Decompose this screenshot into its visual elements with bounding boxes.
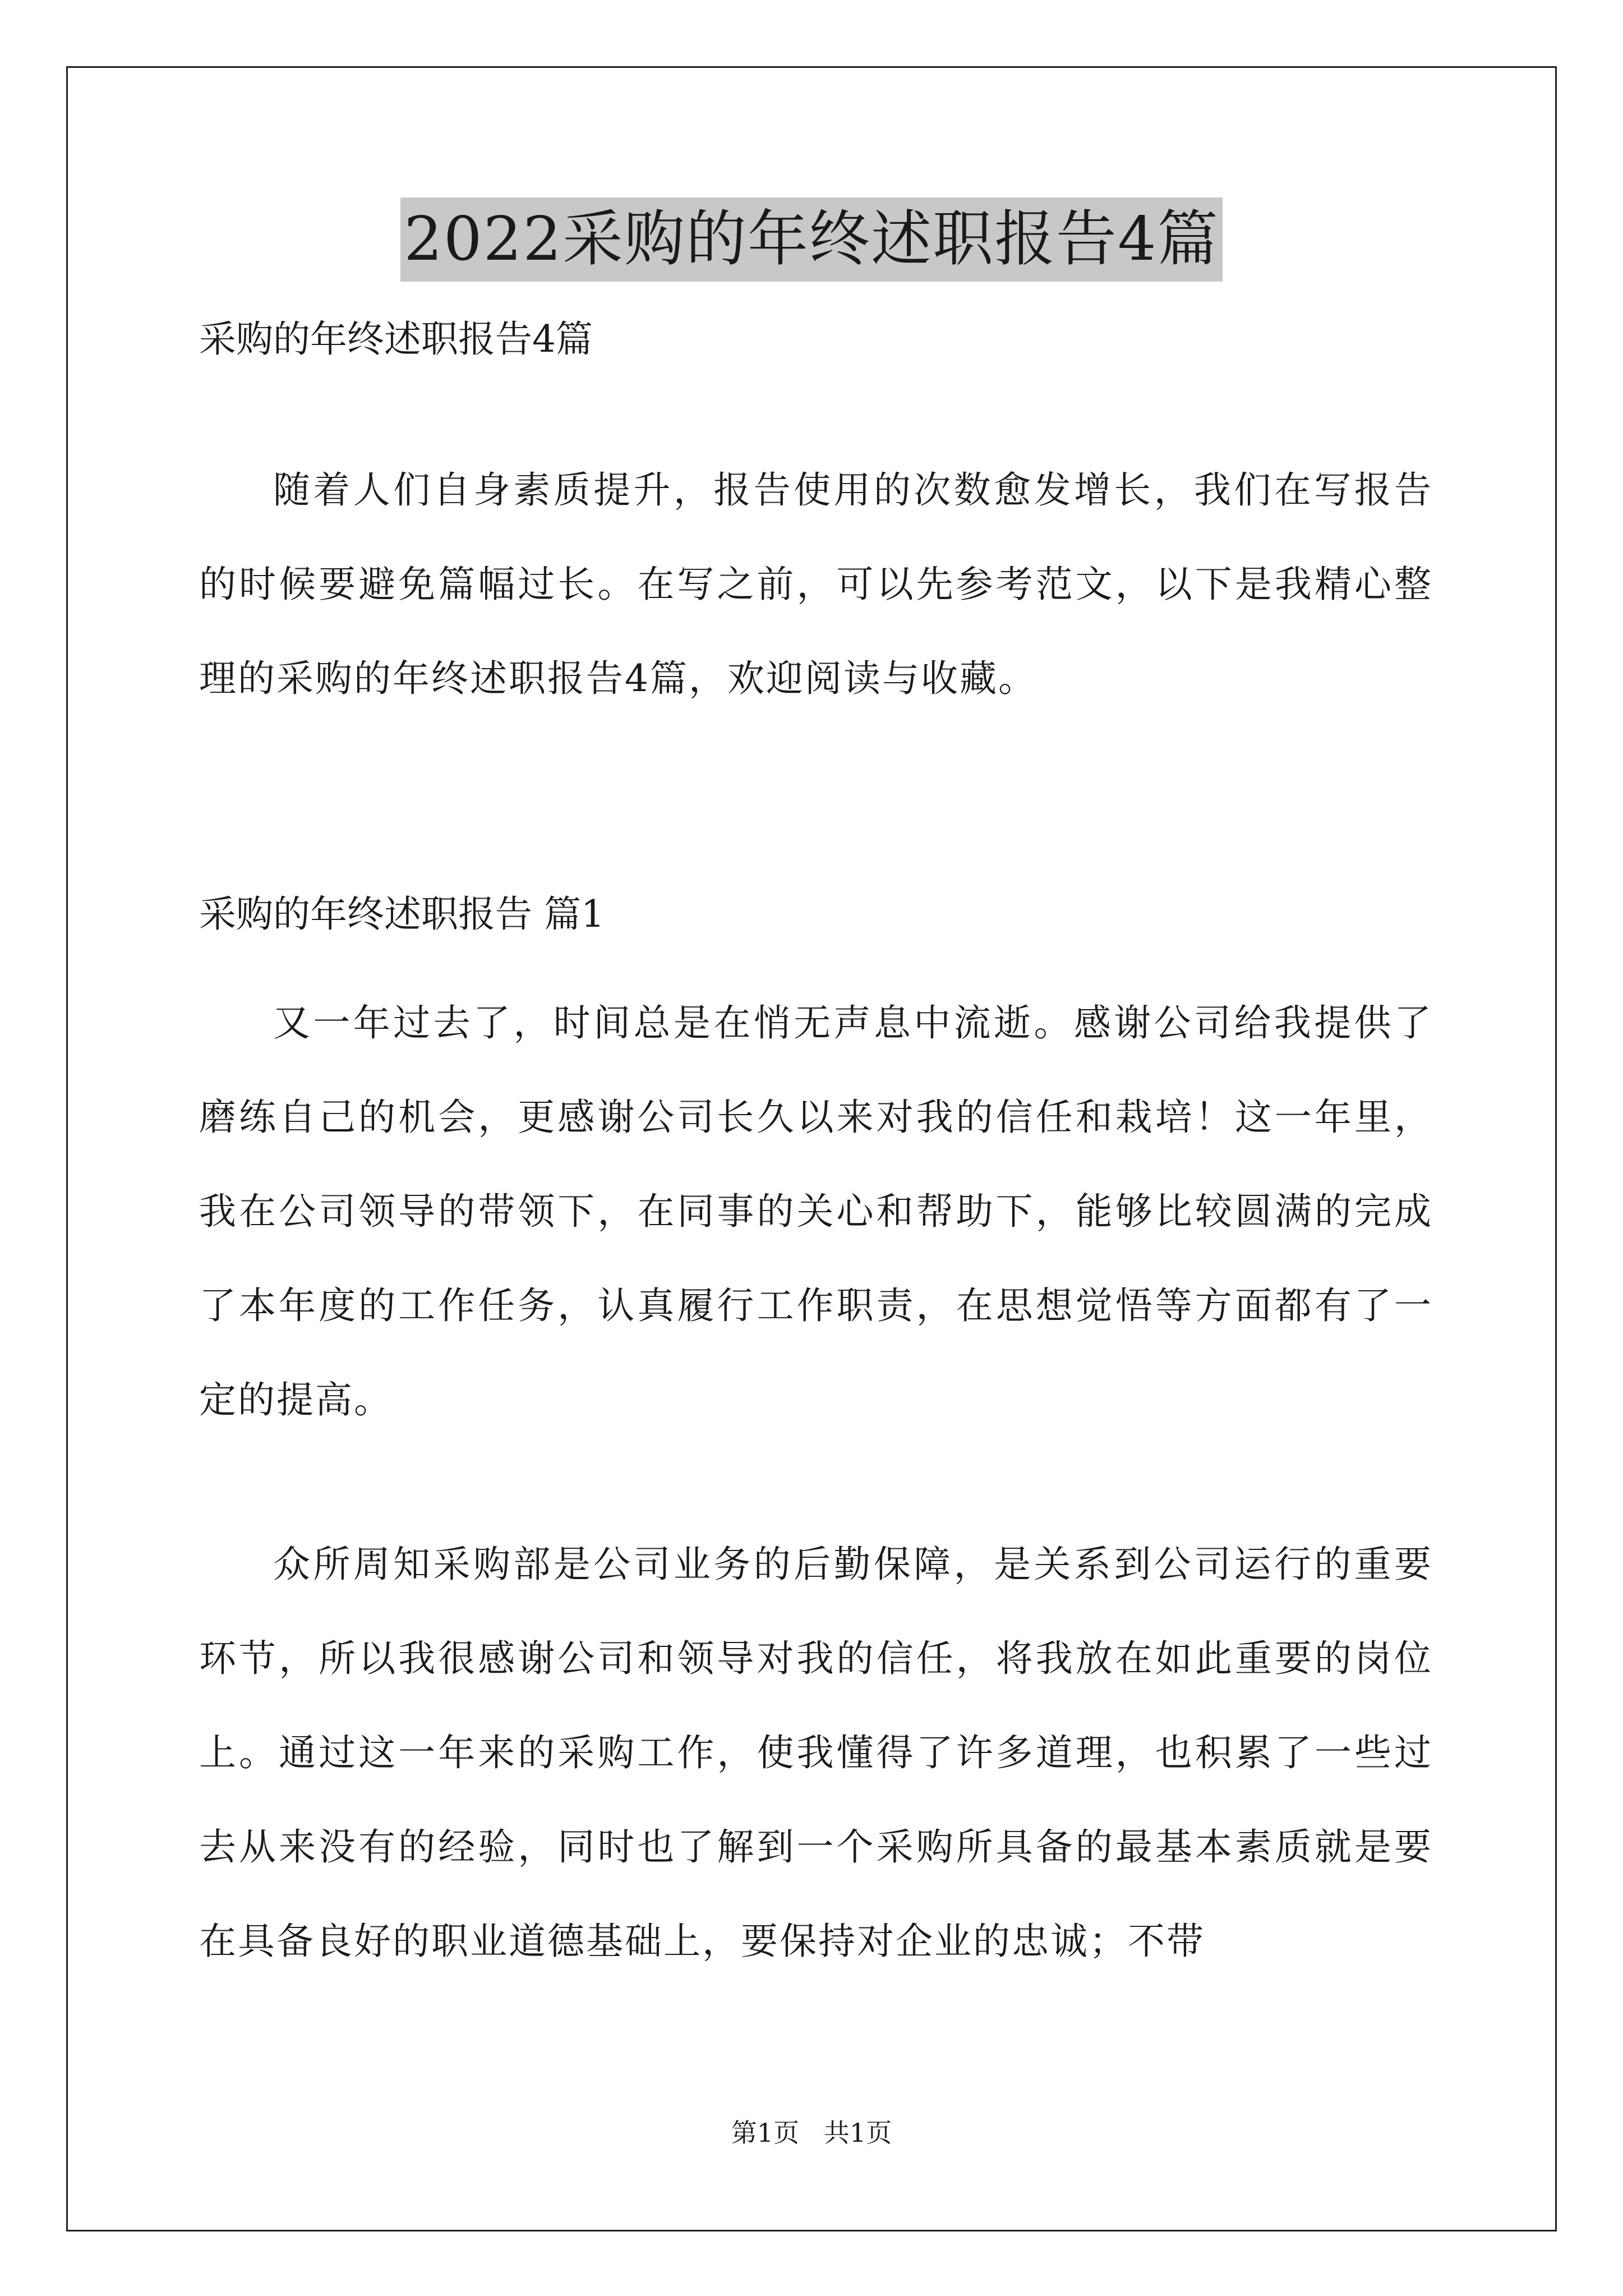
document-subtitle: 采购的年终述职报告4篇 — [199, 318, 593, 361]
document-title: 2022采购的年终述职报告4篇 — [400, 197, 1223, 282]
intro-paragraph: 随着人们自身素质提升，报告使用的次数愈发增长，我们在写报告的时候要避免篇幅过长。在写之前，可以先参考范文，以下是我精心整理的采购的年终述职报告4篇，欢迎阅读与收藏。 — [199, 468, 1433, 700]
section-1-heading: 采购的年终述职报告 篇1 — [199, 892, 605, 936]
title-container — [0, 197, 1623, 282]
section-1-paragraph-1: 又一年过去了，时间总是在悄无声息中流逝。感谢公司给我提供了磨练自己的机会，更感谢公司长久以来对我的信任和栽培！这一年里，我在公司领导的带领下，在同事的关心和帮助下，能够比较圆满的完成了本年度的工作任务，认真履行工作职责，在思想觉悟等方面都有了一定的提高。 — [199, 1001, 1433, 1421]
section-1-paragraph-2: 众所周知采购部是公司业务的后勤保障，是关系到公司运行的重要环节，所以我很感谢公司和领导对我的信任，将我放在如此重要的岗位上。通过这一年来的采购工作，使我懂得了许多道理，也积累了一些过去从来没有的经验，同时也了解到一个采购所具备的最基本素质就是要在具备良好的职业道德基础上，要保持对企业的忠诚；不带 — [199, 1543, 1433, 1963]
page-footer: 第1页 共1页 — [731, 2118, 892, 2148]
